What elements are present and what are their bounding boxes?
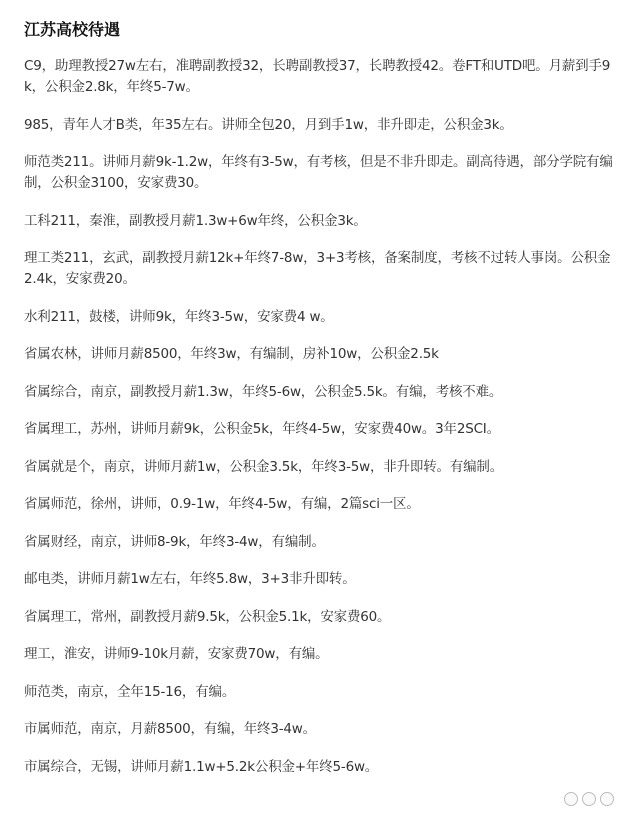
- paragraph-normal-211: 师范类211。讲师月薪9k-1.2w，年终有3-5w，有考核，但是不非升即走。副高待遇，部分学院有编制，公积金3100，安家费30。: [24, 154, 613, 191]
- paragraph-municipal-normal: 市属师范，南京，月薪8500，有编，年终3-4w。: [24, 721, 316, 737]
- paragraph-normal-nanjing: 师范类，南京，全年15-16，有编。: [24, 683, 236, 700]
- dot-icon: [582, 792, 596, 806]
- paragraph-water-211: 水利211，鼓楼，讲师9k，年终3-5w，安家费4 w。: [24, 308, 334, 325]
- more-options-icon[interactable]: [564, 792, 614, 806]
- paragraph-huaian: 理工，淮安，讲师9-10k月薪，安家费70w，有编。: [24, 646, 329, 662]
- paragraph-posts-telecom: 邮电类，讲师月薪1w左右，年终5.8w，3+3非升即转。: [24, 571, 356, 587]
- paragraph-provincial-finance: 省属财经，南京，讲师8-9k，年终3-4w，有编制。: [24, 533, 325, 550]
- paragraph-science-engineering-211: 理工类211，玄武，副教授月薪12k+年终7-8w，3+3考核，备案制度，考核不过转人事岗。公积金2.4k，安家费20。: [24, 250, 611, 287]
- article-body: [24, 18, 614, 794]
- paragraph-c9: C9，助理教授27w左右，准聘副教授32，长聘副教授37，长聘教授42。卷FT和UTD吧。月薪到手9k，公积金2.8k，年终5-7w。: [24, 58, 611, 95]
- paragraph-provincial-normal-xuzhou: 省属师范，徐州，讲师，0.9-1w，年终4-5w，有编，2篇sci一区。: [24, 496, 420, 512]
- paragraph-engineering-211: 工科211，秦淮，副教授月薪1.3w+6w年终，公积金3k。: [24, 212, 367, 229]
- paragraph-municipal-wuxi: 市属综合，无锡，讲师月薪1.1w+5.2k公积金+年终5-6w。: [24, 758, 379, 775]
- paragraph-list: [24, 56, 614, 778]
- article-title: 江苏高校待遇: [24, 20, 121, 39]
- paragraph-provincial-suzhou: 省属理工，苏州，讲师月薪9k，公积金5k，年终4-5w，安家费40w。3年2SCI。: [24, 421, 500, 437]
- paragraph-provincial-comprehensive: 省属综合，南京，副教授月薪1.3w，年终5-6w，公积金5.5k。有编，考核不难。: [24, 383, 503, 400]
- dot-icon: [600, 792, 614, 806]
- paragraph-provincial-changzhou: 省属理工，常州，副教授月薪9.5k，公积金5.1k，安家费60。: [24, 608, 391, 625]
- paragraph-provincial-nanjing: 省属就是个，南京，讲师月薪1w，公积金3.5k，年终3-5w，非升即转。有编制。: [24, 458, 504, 475]
- paragraph-985: 985，青年人才B类，年35左右。讲师全包20，月到手1w，非升即走，公积金3k。: [24, 116, 513, 133]
- dot-icon: [564, 792, 578, 806]
- paragraph-provincial-agri: 省属农林，讲师月薪8500，年终3w，有编制，房补10w，公积金2.5k: [24, 346, 439, 362]
